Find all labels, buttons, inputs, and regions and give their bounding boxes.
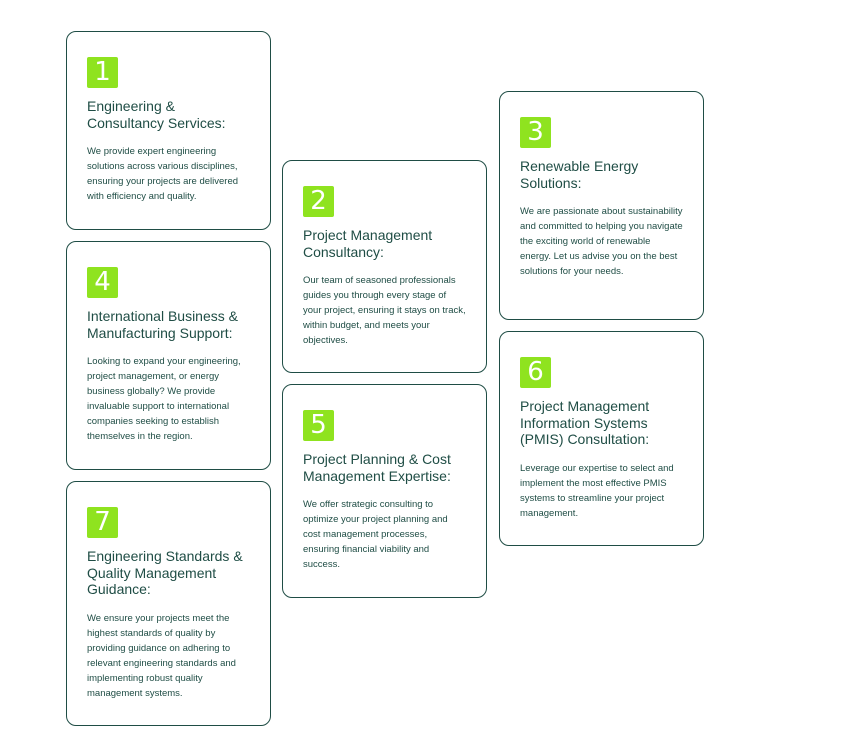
card-description: Leverage our expertise to select and implement the most effective PMIS systems to streamline your project management.	[520, 462, 674, 519]
number-badge-4: 4	[87, 267, 118, 298]
service-card-project-management-consultancy	[282, 160, 487, 373]
service-card-renewable-energy	[499, 91, 704, 320]
number-badge-6: 6	[520, 357, 551, 388]
number-badge-1: 1	[87, 57, 118, 88]
card-title: Engineering & Consultancy Services:	[87, 98, 226, 131]
service-card-international-business	[66, 241, 271, 470]
number-badge-3: 3	[520, 117, 551, 148]
card-description: We ensure your projects meet the highest standards of quality by providing guidance on adhering to relevant engineering standards and implementing robust quality management systems.	[87, 612, 236, 699]
card-title: Renewable Energy Solutions:	[520, 158, 639, 191]
service-card-pmis-consultation	[499, 331, 704, 546]
card-description: Looking to expand your engineering, project management, or energy business globally? We provide invaluable support to international companies seeking to establish themselves in the region.	[87, 356, 241, 442]
card-title: Project Management Consultancy:	[303, 227, 433, 260]
card-description: Our team of seasoned professionals guides you through every stage of your project, ensuring it stays on track, within budget, and meets your objectives.	[303, 275, 466, 346]
card-description: We provide expert engineering solutions across various disciplines, ensuring your projects are delivered with efficiency and quality.	[87, 146, 239, 202]
card-description: We offer strategic consulting to optimize your project planning and cost management processes, ensuring financial viability and success.	[303, 499, 448, 570]
service-card-engineering-consultancy	[66, 31, 271, 230]
card-title: Project Planning & Cost Management Expertise:	[303, 451, 451, 484]
card-title: Engineering Standards & Quality Management Guidance:	[87, 548, 243, 597]
number-badge-7: 7	[87, 507, 118, 538]
service-card-engineering-standards	[66, 481, 271, 726]
number-badge-5: 5	[303, 410, 334, 441]
card-title: International Business & Manufacturing Support:	[87, 308, 238, 341]
card-description: We are passionate about sustainability and committed to helping you navigate the exciting world of renewable energy. Let us advise you on the best solutions for your needs.	[520, 206, 683, 277]
card-title: Project Management Information Systems (PMIS) Consultation:	[520, 398, 650, 447]
service-card-project-planning-cost	[282, 384, 487, 598]
number-badge-2: 2	[303, 186, 334, 217]
